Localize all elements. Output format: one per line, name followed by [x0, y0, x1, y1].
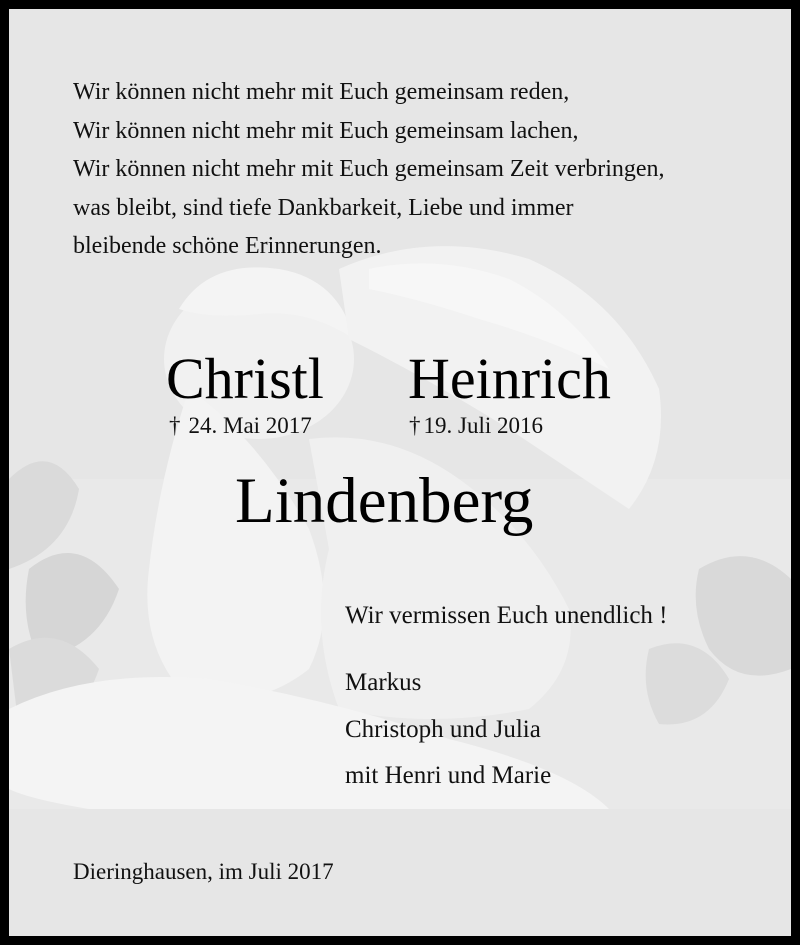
- poem-line: Wir können nicht mehr mit Euch gemeinsam Zeit verbringen,: [73, 156, 665, 182]
- dagger-cross-icon: †: [409, 413, 421, 438]
- death-date-christl: [169, 412, 312, 440]
- poem-line: Wir können nicht mehr mit Euch gemeinsam lachen,: [73, 117, 579, 144]
- family-surname: Lindenberg: [235, 465, 534, 537]
- poem-line: Wir können nicht mehr mit Euch gemeinsam reden,: [73, 79, 570, 105]
- poem-line: was bleibt, sind tiefe Dankbarkeit, Liebe und immer: [73, 194, 574, 221]
- place-and-date: Dieringhausen, im Juli 2017: [73, 859, 334, 884]
- mourner-line: Christoph und Julia: [345, 715, 541, 743]
- mourner-line: mit Henri und Marie: [345, 762, 552, 789]
- mourners-list: [345, 660, 551, 800]
- mourner-line: Markus: [345, 669, 422, 696]
- death-date-text: 19. Juli 2016: [423, 413, 543, 438]
- death-date-heinrich: [409, 412, 543, 440]
- dagger-cross-icon: †: [169, 413, 181, 438]
- first-name-heinrich: Heinrich: [408, 346, 611, 411]
- mourning-message: Wir vermissen Euch unendlich !: [345, 602, 668, 629]
- poem: [73, 73, 665, 266]
- death-date-text: 24. Mai 2017: [188, 413, 312, 438]
- poem-line: bleibende schöne Erinnerungen.: [73, 233, 382, 259]
- first-name-christl: Christl: [166, 346, 324, 411]
